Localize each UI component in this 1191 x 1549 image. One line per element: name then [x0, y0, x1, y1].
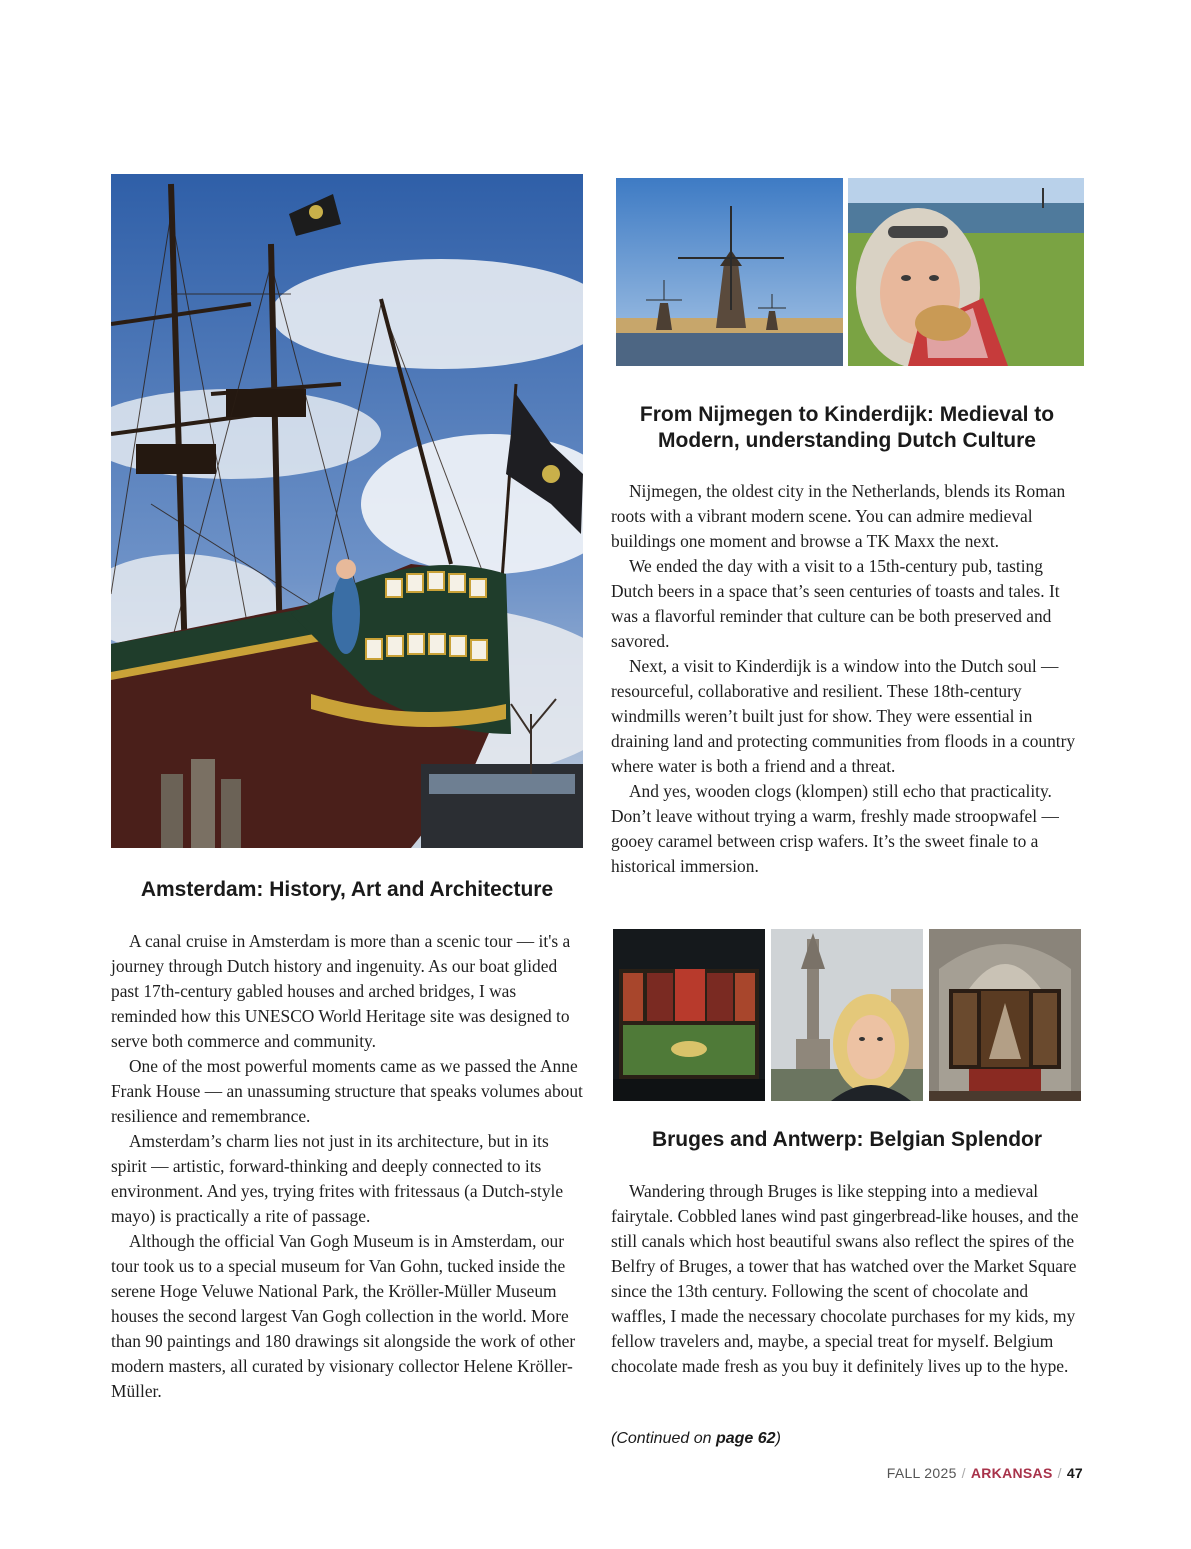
- footer-separator: /: [961, 1465, 966, 1481]
- nijmegen-heading: From Nijmegen to Kinderdijk: Medieval to Modern, understanding Dutch Culture: [639, 403, 1055, 452]
- amsterdam-paragraph: One of the most powerful moments came as we passed the Anne Frank House — an unassuming structure that speaks volumes about resilience and remembrance.: [111, 1056, 583, 1126]
- continued-note: [611, 1430, 781, 1448]
- selfie-illustration: [848, 178, 1084, 366]
- footer-magazine-name: ARKANSAS: [970, 1465, 1053, 1481]
- page-footer: [887, 1465, 1083, 1481]
- nijmegen-paragraph: And yes, wooden clogs (klompen) still echo that practicality. Don’t leave without trying a warm, freshly made stroopwafel — gooey caramel between crisp wafers. It’s the sweet finale to a historical immersion.: [611, 781, 1059, 876]
- amsterdam-paragraph: A canal cruise in Amsterdam is more than a scenic tour — it's a journey through Dutch history and ingenuity. As our boat glided past 17th-century gabled houses and arched bridges, I was reminded how this UNESCO World Heritage site was designed to serve both commerce and community.: [111, 931, 571, 1051]
- windmill-illustration: [616, 178, 843, 366]
- amsterdam-paragraph: Amsterdam’s charm lies not just in its architecture, but in its spirit — artistic, forward-thinking and deeply connected to its environment. And yes, trying frites with fritessaus (a Dutch-style mayo) is practically a rite of passage.: [111, 1131, 564, 1226]
- bruges-body: [611, 1179, 1084, 1379]
- amsterdam-body: [111, 929, 583, 1404]
- amsterdam-heading: Amsterdam: History, Art and Architecture: [140, 878, 554, 901]
- nijmegen-paragraph: We ended the day with a visit to a 15th-century pub, tasting Dutch beers in a space that’s seen centuries of toasts and tales. It was a flavorful reminder that culture can be both preserved and savored.: [611, 556, 1060, 651]
- bruges-paragraph: Wandering through Bruges is like stepping into a medieval fairytale. Cobbled lanes wind past gingerbread-like houses, and the still canals which host beautiful swans also reflect the spires of the Belfry of Bruges, a tower that has watched over the Market Square since the 13th century. Following the scent of chocolate and waffles, I made the necessary chocolate purchases for my kids, my fellow travelers and, maybe, a special treat for myself. Belgium chocolate made fresh as you buy it definitely lives up to the hype.: [611, 1181, 1079, 1376]
- altarpiece-illustration: [613, 929, 765, 1101]
- cathedral-painting-photo: [929, 929, 1081, 1101]
- stroopwafel-selfie-photo: [848, 178, 1084, 366]
- continued-suffix: ): [775, 1430, 781, 1447]
- continued-prefix: (Continued on: [611, 1430, 716, 1447]
- nijmegen-paragraph: Nijmegen, the oldest city in the Netherlands, blends its Roman roots with a vibrant modern scene. You can admire medieval buildings one moment and browse a TK Maxx the next.: [611, 481, 1066, 551]
- continued-page-link[interactable]: page 62: [715, 1430, 776, 1447]
- ship-photo: [111, 174, 583, 848]
- bruges-heading: Bruges and Antwerp: Belgian Splendor: [651, 1128, 1043, 1151]
- nijmegen-body: [611, 479, 1084, 879]
- cathedral-illustration: [929, 929, 1081, 1101]
- bruges-selfie-photo: [771, 929, 923, 1101]
- altarpiece-photo: [613, 929, 765, 1101]
- footer-season: FALL 2025: [886, 1465, 957, 1481]
- ship-illustration: [111, 174, 583, 848]
- footer-separator: /: [1057, 1465, 1062, 1481]
- windmill-photo: [616, 178, 843, 366]
- amsterdam-paragraph: Although the official Van Gogh Museum is in Amsterdam, our tour took us to a special museum for Van Gohn, tucked inside the serene Hoge Veluwe National Park, the Kröller-Müller Museum houses the second largest Van Gogh collection in the world. More than 90 paintings and 180 drawings sit alongside the work of other modern masters, all curated by visionary collector Helene Kröller-Müller.: [111, 1231, 576, 1401]
- nijmegen-paragraph: Next, a visit to Kinderdijk is a window into the Dutch soul — resourceful, collaborative and resilient. These 18th-century windmills weren’t built just for show. They were essential in draining land and protecting communities from floods in a country where water is both a friend and a threat.: [611, 656, 1076, 776]
- bruges-selfie-illustration: [771, 929, 923, 1101]
- page-number: 47: [1066, 1465, 1083, 1481]
